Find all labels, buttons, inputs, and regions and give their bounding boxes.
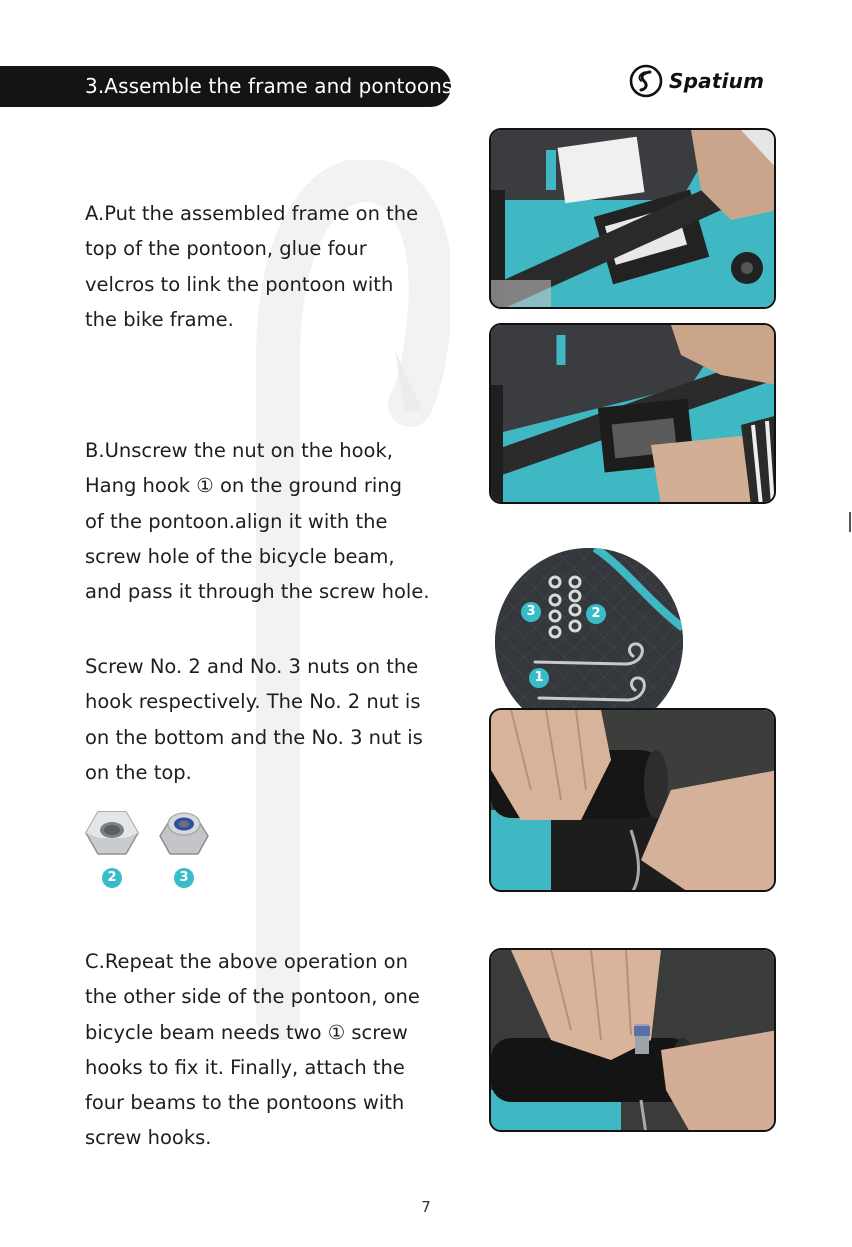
photo-velcro-step-1 xyxy=(489,128,776,309)
section-title: 3.Assemble the frame and pontoons xyxy=(85,74,453,98)
edge-mark xyxy=(849,512,851,532)
nut-label-3: 3 xyxy=(174,868,194,888)
parts-label-2: 2 xyxy=(586,604,606,624)
photo-nuts-on-hook xyxy=(489,948,776,1132)
parts-label-3: 3 xyxy=(521,602,541,622)
page-number: 7 xyxy=(421,1198,431,1216)
hex-nut-icon xyxy=(84,808,140,858)
brand-logo xyxy=(629,63,764,99)
spatium-logo-icon xyxy=(629,64,663,98)
step-c-text: C.Repeat the above operation on the other side of the pontoon, one bicycle beam needs two ① screw hooks to fix it. Finally, attach the four beams to the pontoons with screw hooks. xyxy=(85,950,420,1150)
photo-hook-through-beam xyxy=(489,708,776,892)
step-b-nuts-text: Screw No. 2 and No. 3 nuts on the hook respectively. The No. 2 nut is on the bottom and the No. 3 nut is on the top. xyxy=(85,655,423,784)
parts-label-1: 1 xyxy=(529,668,549,688)
step-a-text: A.Put the assembled frame on the top of the pontoon, glue four velcros to link the pontoon with the bike frame. xyxy=(85,202,419,331)
lock-nut-icon xyxy=(158,808,210,858)
photo-velcro-step-2 xyxy=(489,323,776,504)
nut-label-2: 2 xyxy=(102,868,122,888)
step-b-text: B.Unscrew the nut on the hook, Hang hook ① on the ground ring of the pontoon.align it with the screw hole of the bicycle beam, and pass it through the screw hole. xyxy=(85,439,430,604)
brand-name: Spatium xyxy=(669,69,765,93)
section-header xyxy=(0,66,451,107)
